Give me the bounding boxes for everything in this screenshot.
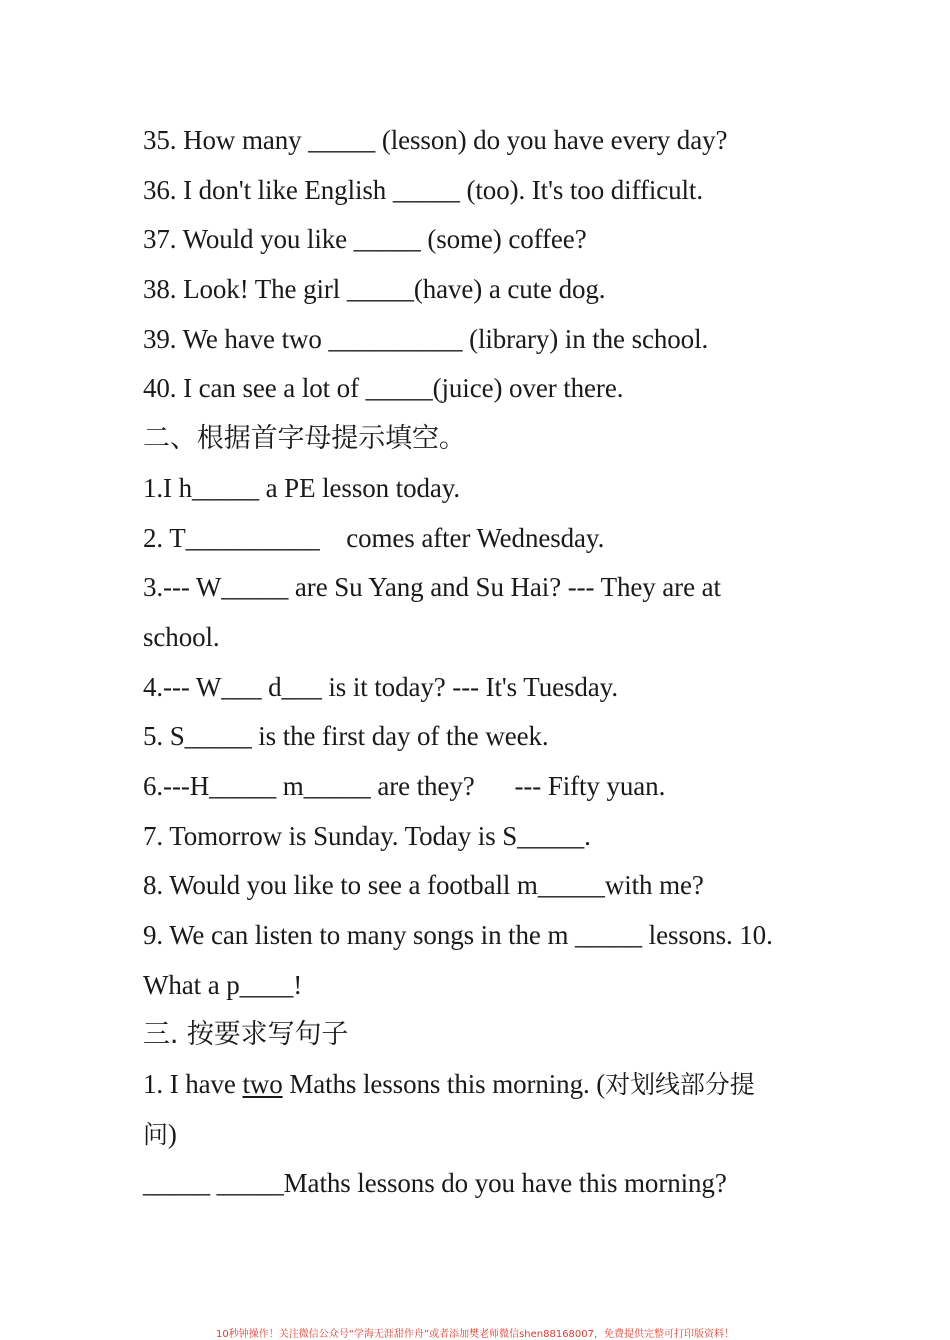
section-2-question-9: 9. We can listen to many songs in the m _____ lessons. 10. (143, 920, 773, 950)
q1-instruction-cont: 问 (143, 1119, 168, 1149)
section-3-title: 三. 按要求写句子 (143, 1019, 349, 1051)
question-35: 35. How many _____ (lesson) do you have every day? (143, 125, 728, 155)
q1-prefix: 1. I have (143, 1069, 243, 1100)
q1-close-paren: ) (167, 1118, 177, 1149)
section-3-question-1-cont (143, 1110, 823, 1160)
section-2-question-10: What a p____! (143, 969, 303, 1000)
question-39: 39. We have two __________ (library) in the school. (143, 323, 709, 354)
section-2-question-2: 2. T__________ comes after Wednesday. (143, 522, 605, 553)
section-2-question-1: 1.I h_____ a PE lesson today. (143, 472, 461, 503)
section-2-question-4: 4.--- W___ d___ is it today? --- It's Tuesday. (143, 671, 618, 702)
section-2-question-5: 5. S_____ is the first day of the week. (143, 721, 549, 752)
section-2-title: 二、根据首字母提示填空。 (143, 423, 466, 455)
question-40: 40. I can see a lot of _____(juice) over there. (143, 373, 624, 404)
section-2-question-3: 3.--- W_____ are Su Yang and Su Hai? --- They are at (143, 572, 721, 603)
q1-suffix: Maths lessons this morning. ( (282, 1069, 606, 1100)
footer-watermark-text: 10秒钟操作！关注微信公众号“学海无涯甜作舟”或者添加樊老师微信shen88168007，免费提供完整可打印版资料！ (215, 1329, 735, 1340)
section-3-answer-line: _____ _____Maths lessons do you have this morning? (143, 1168, 727, 1199)
section-2-question-8: 8. Would you like to see a football m_____with me? (143, 870, 704, 901)
section-2-question-7: 7. Tomorrow is Sunday. Today is S_____. (143, 820, 591, 851)
question-36: 36. I don't like English _____ (too). It's too difficult. (143, 174, 703, 205)
q1-underlined-word: two (242, 1069, 283, 1100)
worksheet-page (143, 116, 823, 1209)
section-2-question-3-cont: school. (143, 621, 220, 652)
section-2-question-6: 6.---H_____ m_____ are they? --- Fifty yuan. (143, 770, 666, 801)
q1-instruction: 对划线部分提 (605, 1070, 755, 1100)
section-3-question-1 (143, 1060, 823, 1110)
question-37: 37. Would you like _____ (some) coffee? (143, 224, 587, 255)
question-38: 38. Look! The girl _____(have) a cute dog. (143, 274, 606, 305)
